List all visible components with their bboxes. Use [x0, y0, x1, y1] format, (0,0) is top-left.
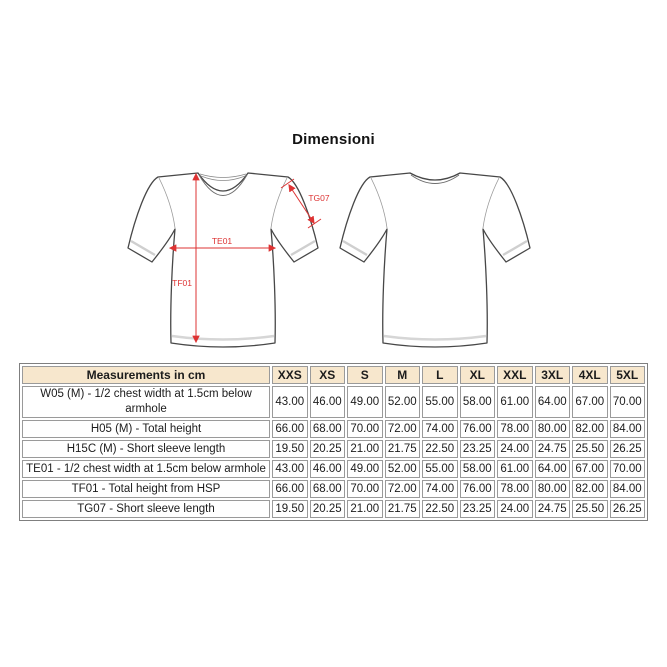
measurement-value-cell: 55.00: [422, 460, 458, 478]
measurement-value-cell: 52.00: [385, 386, 421, 418]
measurement-label-cell: W05 (M) - 1/2 chest width at 1.5cm below armhole: [22, 386, 270, 418]
size-column-header: M: [385, 366, 421, 384]
tshirt-front-view: [128, 173, 330, 347]
measurement-value-cell: 68.00: [310, 480, 346, 498]
measurement-value-cell: 80.00: [535, 420, 571, 438]
tshirt-back-outline: [340, 173, 530, 347]
measurement-value-cell: 25.50: [572, 440, 608, 458]
size-column-header: S: [347, 366, 383, 384]
measurement-label-cell: TF01 - Total height from HSP: [22, 480, 270, 498]
measurement-value-cell: 76.00: [460, 480, 496, 498]
measurement-value-cell: 49.00: [347, 460, 383, 478]
measurement-label-cell: TE01 - 1/2 chest width at 1.5cm below armhole: [22, 460, 270, 478]
measurement-value-cell: 49.00: [347, 386, 383, 418]
measurement-value-cell: 76.00: [460, 420, 496, 438]
tshirt-measurement-diagram: [95, 160, 565, 360]
measurement-value-cell: 82.00: [572, 420, 608, 438]
measurement-value-cell: 20.25: [310, 440, 346, 458]
front-back-collar-line: [200, 174, 246, 181]
tf01-label: TF01: [172, 278, 192, 288]
size-column-header: L: [422, 366, 458, 384]
measurement-value-cell: 68.00: [310, 420, 346, 438]
measurement-value-cell: 19.50: [272, 500, 308, 518]
measurement-value-cell: 19.50: [272, 440, 308, 458]
tg07-label: TG07: [308, 193, 330, 203]
measurement-value-cell: 21.75: [385, 440, 421, 458]
size-table-body: [22, 386, 645, 518]
measurement-value-cell: 70.00: [610, 460, 646, 478]
tshirt-front-outline: [128, 173, 318, 347]
measurement-value-cell: 84.00: [610, 420, 646, 438]
measurement-value-cell: 78.00: [497, 480, 533, 498]
size-column-header: 5XL: [610, 366, 646, 384]
measurement-value-cell: 74.00: [422, 420, 458, 438]
measurement-value-cell: 22.50: [422, 440, 458, 458]
measurement-value-cell: 24.75: [535, 440, 571, 458]
measurement-value-cell: 58.00: [460, 386, 496, 418]
measurement-value-cell: 84.00: [610, 480, 646, 498]
measurement-value-cell: 72.00: [385, 420, 421, 438]
measurement-value-cell: 21.75: [385, 500, 421, 518]
measurement-value-cell: 26.25: [610, 440, 646, 458]
measurement-value-cell: 78.00: [497, 420, 533, 438]
measurement-value-cell: 70.00: [347, 480, 383, 498]
measurement-row: [22, 420, 645, 438]
size-column-header: 3XL: [535, 366, 571, 384]
measurement-value-cell: 26.25: [610, 500, 646, 518]
measurement-value-cell: 70.00: [610, 386, 646, 418]
measurement-value-cell: 22.50: [422, 500, 458, 518]
measurement-row: [22, 480, 645, 498]
measurement-value-cell: 67.00: [572, 460, 608, 478]
measurement-value-cell: 72.00: [385, 480, 421, 498]
measurement-value-cell: 43.00: [272, 460, 308, 478]
measurement-value-cell: 20.25: [310, 500, 346, 518]
measurement-value-cell: 82.00: [572, 480, 608, 498]
measurement-value-cell: 23.25: [460, 440, 496, 458]
measurement-value-cell: 24.75: [535, 500, 571, 518]
measurement-label-cell: TG07 - Short sleeve length: [22, 500, 270, 518]
measurement-value-cell: 61.00: [497, 460, 533, 478]
measurement-value-cell: 52.00: [385, 460, 421, 478]
size-table-head: [22, 366, 645, 384]
measurement-value-cell: 64.00: [535, 386, 571, 418]
measurement-value-cell: 55.00: [422, 386, 458, 418]
measurement-value-cell: 21.00: [347, 500, 383, 518]
size-column-header: XXS: [272, 366, 308, 384]
measurement-row: [22, 500, 645, 518]
te01-label: TE01: [211, 236, 233, 246]
size-column-header: XS: [310, 366, 346, 384]
measurement-value-cell: 46.00: [310, 386, 346, 418]
measurement-value-cell: 70.00: [347, 420, 383, 438]
size-table: [19, 363, 648, 521]
measurement-value-cell: 24.00: [497, 500, 533, 518]
measurement-value-cell: 61.00: [497, 386, 533, 418]
measurement-value-cell: 46.00: [310, 460, 346, 478]
page-title: Dimensioni: [292, 131, 375, 148]
measurement-label-cell: H05 (M) - Total height: [22, 420, 270, 438]
measurement-value-cell: 43.00: [272, 386, 308, 418]
measurement-row: [22, 440, 645, 458]
measurement-row: [22, 460, 645, 478]
measurement-value-cell: 23.25: [460, 500, 496, 518]
size-column-header: XL: [460, 366, 496, 384]
measurement-value-cell: 74.00: [422, 480, 458, 498]
measurement-value-cell: 58.00: [460, 460, 496, 478]
measurement-value-cell: 24.00: [497, 440, 533, 458]
measurement-value-cell: 25.50: [572, 500, 608, 518]
measurement-value-cell: 67.00: [572, 386, 608, 418]
measurement-value-cell: 66.00: [272, 420, 308, 438]
size-column-header: XXL: [497, 366, 533, 384]
tshirt-back-view: [340, 173, 530, 347]
size-column-header: 4XL: [572, 366, 608, 384]
measurement-value-cell: 21.00: [347, 440, 383, 458]
measurements-column-header: Measurements in cm: [22, 366, 270, 384]
measurement-label-cell: H15C (M) - Short sleeve length: [22, 440, 270, 458]
measurement-row: [22, 386, 645, 418]
measurement-value-cell: 80.00: [535, 480, 571, 498]
table-header-row: [22, 366, 645, 384]
measurement-value-cell: 64.00: [535, 460, 571, 478]
measurement-value-cell: 66.00: [272, 480, 308, 498]
